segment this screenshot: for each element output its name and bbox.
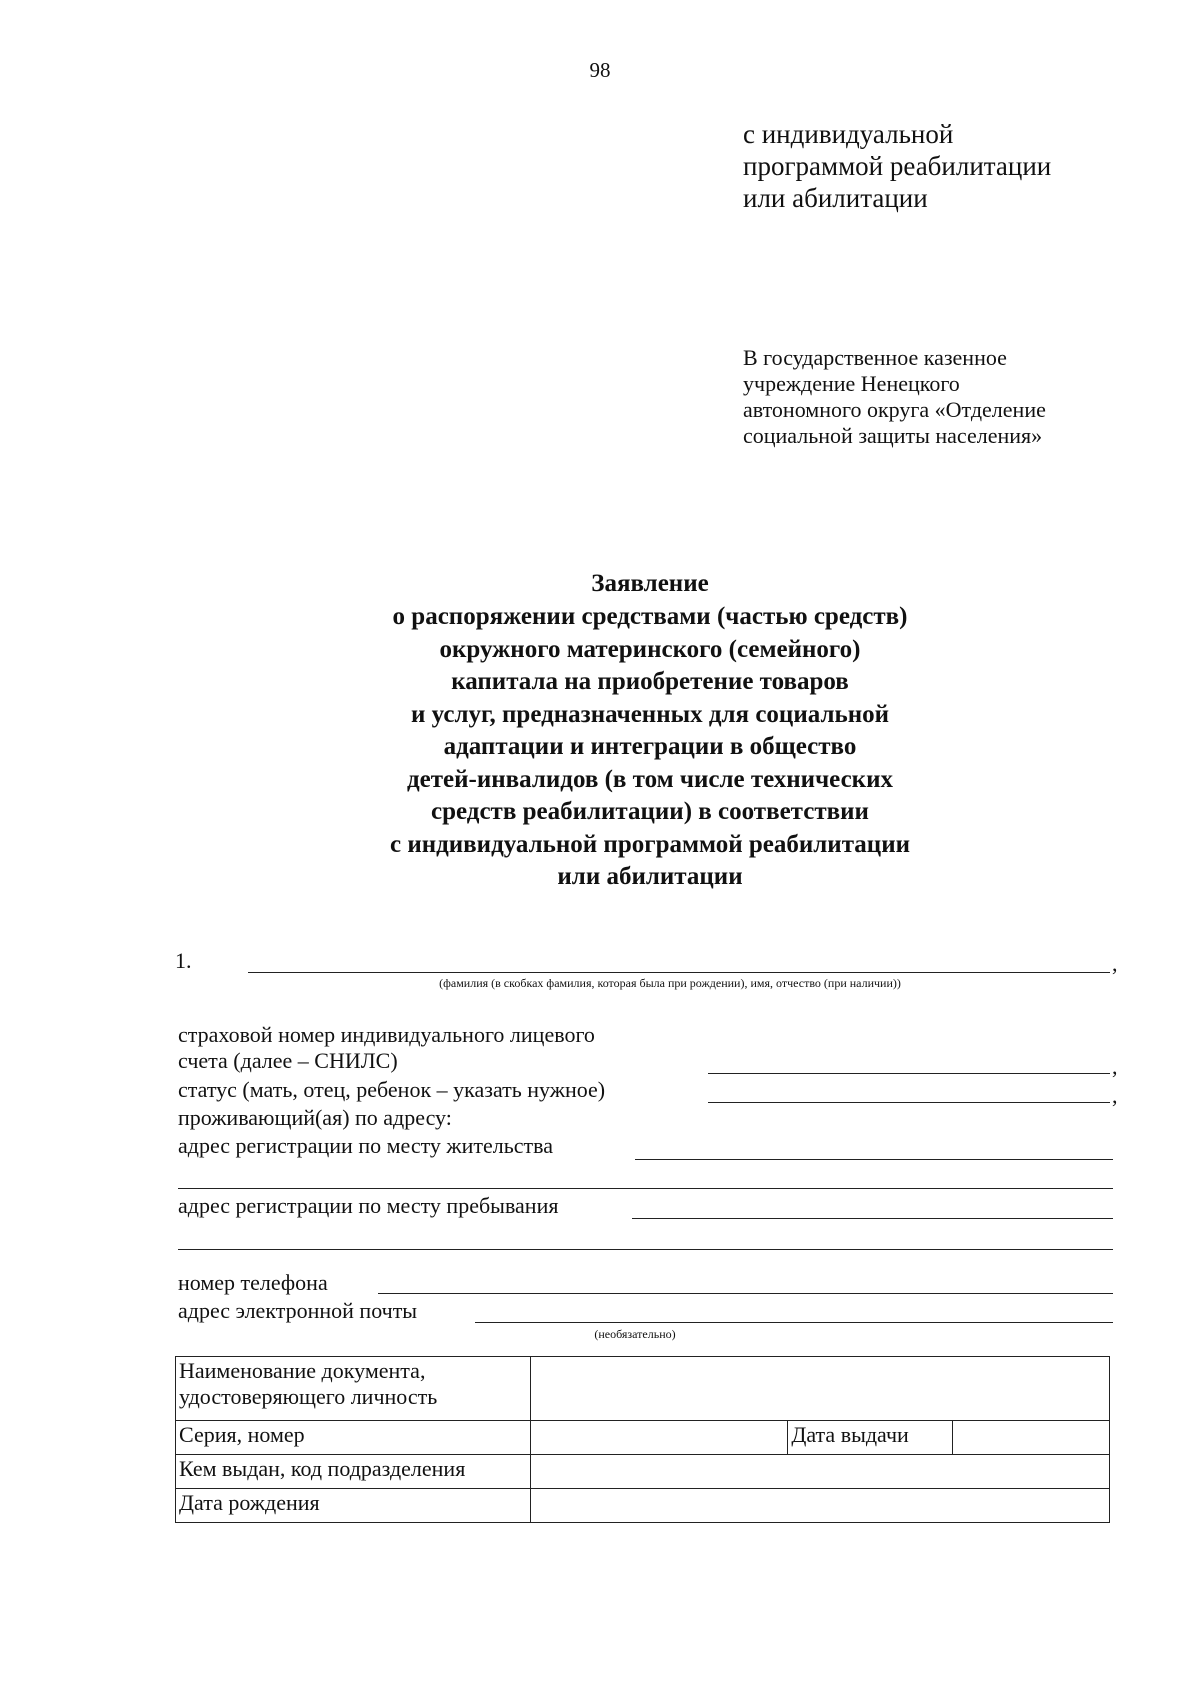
issued-by-cell[interactable]: [530, 1455, 1109, 1489]
snils-label-cont: счета (далее – СНИЛС): [178, 1048, 398, 1073]
header-note-line: или абилитации: [743, 183, 928, 213]
phone-label: номер телефона: [178, 1270, 328, 1295]
subtitle-line: окружного материнского (семейного): [439, 635, 861, 663]
doc-name-label: Наименование документа, удостоверяющего личность: [176, 1357, 531, 1421]
series-number-label: Серия, номер: [176, 1421, 531, 1455]
header-note: [743, 118, 1051, 214]
addressee-line: учреждение Ненецкого: [743, 371, 960, 396]
table-row: [176, 1357, 1110, 1421]
birth-date-cell[interactable]: [530, 1489, 1109, 1523]
comma: ,: [1112, 1054, 1118, 1079]
reg-stay-field-cont[interactable]: [178, 1249, 1113, 1250]
header-note-line: с индивидуальной: [743, 119, 954, 149]
subtitle-line: с индивидуальной программой реабилитации: [389, 830, 911, 858]
snils-field[interactable]: [708, 1073, 1110, 1074]
status-label: статус (мать, отец, ребенок – указать нужное): [178, 1077, 606, 1102]
page-number: 98: [589, 58, 611, 82]
reg-residence-label: адрес регистрации по месту жительства: [178, 1133, 554, 1158]
identity-document-table: [175, 1356, 1110, 1523]
issued-by-label: Кем выдан, код подразделения: [176, 1455, 531, 1489]
document-subtitle: [250, 601, 1050, 894]
table-row: [176, 1489, 1110, 1523]
status-field[interactable]: [708, 1102, 1110, 1103]
addressee-line: социальной защиты населения»: [743, 423, 1043, 448]
email-caption: (необязательно): [594, 1327, 676, 1341]
issue-date-label: Дата выдачи: [788, 1421, 953, 1455]
addressee-line: В государственное казенное: [743, 345, 1007, 370]
reg-residence-field[interactable]: [635, 1159, 1113, 1160]
issue-date-cell[interactable]: [953, 1421, 1110, 1455]
full-name-caption: (фамилия (в скобках фамилия, которая была при рождении), имя, отчество (при наличии)): [439, 976, 901, 990]
birth-date-label: Дата рождения: [176, 1489, 531, 1523]
table-row: [176, 1455, 1110, 1489]
comma: ,: [1112, 951, 1118, 976]
series-number-cell[interactable]: [530, 1421, 788, 1455]
full-name-field[interactable]: [248, 972, 1110, 973]
subtitle-line: капитала на приобретение товаров: [451, 668, 849, 695]
subtitle-line: адаптации и интеграции в общество: [443, 733, 857, 760]
addressee-block: [743, 345, 1046, 449]
reg-stay-field[interactable]: [632, 1218, 1113, 1219]
doc-name-cell[interactable]: [530, 1357, 1109, 1421]
subtitle-line: или абилитации: [557, 863, 743, 890]
subtitle-line: средств реабилитации) в соответствии: [431, 798, 869, 825]
subtitle-line: и услуг, предназначенных для социальной: [410, 700, 889, 728]
subtitle-line: о распоряжении средствами (частью средств): [392, 603, 908, 630]
snils-label: страховой номер индивидуального лицевого: [178, 1022, 595, 1047]
residing-label: проживающий(ая) по адресу:: [178, 1105, 452, 1130]
email-field[interactable]: [475, 1322, 1113, 1323]
phone-field[interactable]: [378, 1293, 1113, 1294]
subtitle-line: детей-инвалидов (в том числе технических: [407, 765, 893, 793]
document-title: Заявление: [591, 570, 709, 597]
email-label: адрес электронной почты: [178, 1298, 418, 1323]
table-row: [176, 1421, 1110, 1455]
header-note-line: программой реабилитации: [743, 151, 1052, 181]
comma: ,: [1112, 1083, 1118, 1108]
reg-stay-label: адрес регистрации по месту пребывания: [178, 1193, 559, 1218]
reg-residence-field-cont[interactable]: [178, 1188, 1113, 1189]
addressee-line: автономного округа «Отделение: [743, 397, 1046, 422]
item-number: 1.: [175, 948, 192, 973]
